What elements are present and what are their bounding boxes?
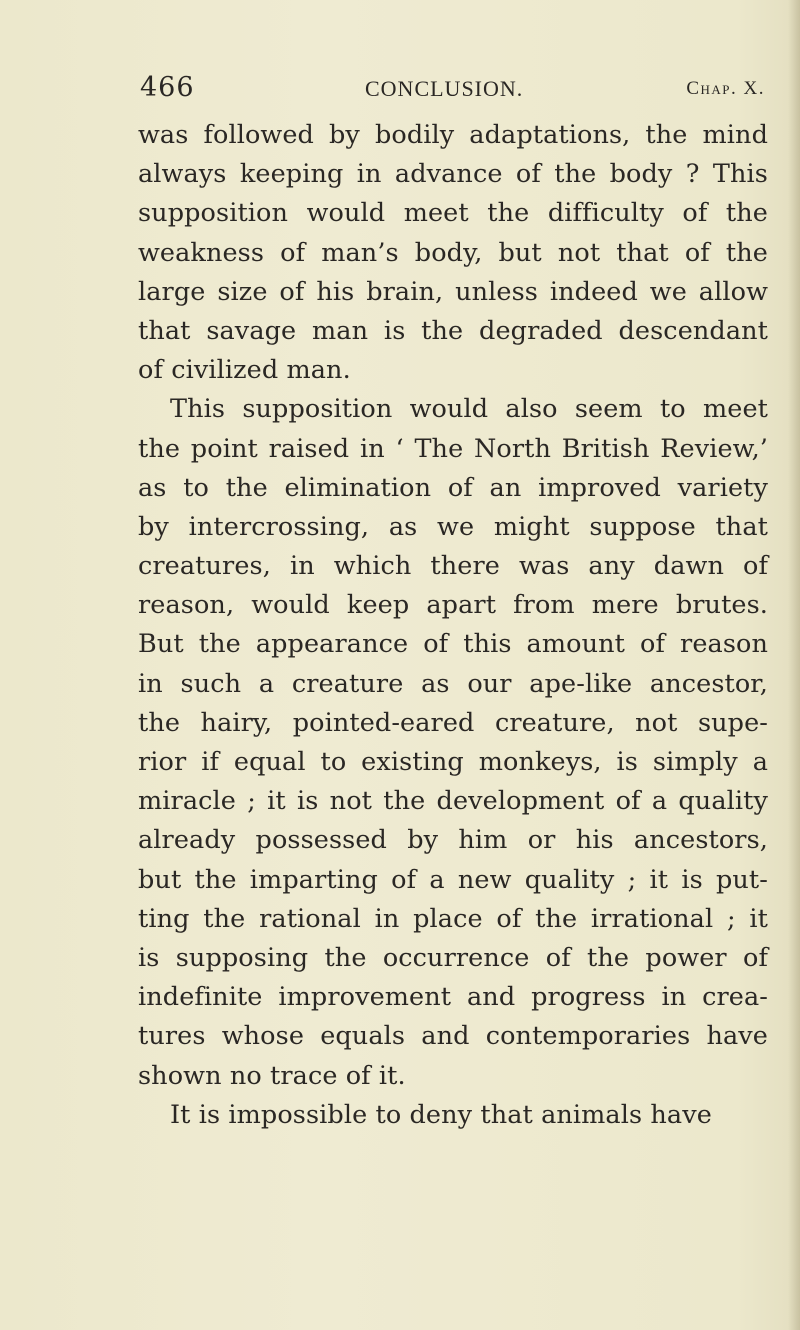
text-line: tures whose equals and contemporaries have <box>138 1021 768 1052</box>
text-line: shown no trace of it. <box>138 1060 406 1091</box>
text-line: the hairy, pointed-eared creature, not supe- <box>138 707 768 738</box>
text-line: always keeping in advance of the body ? This <box>138 159 768 190</box>
text-line: reason, would keep apart from mere brutes. <box>138 590 768 621</box>
text-line: rior if equal to existing monkeys, is simply a <box>138 747 768 777</box>
text-line: miracle ; it is not the development of a quality <box>138 786 768 817</box>
text-line: ting the rational in place of the irrational ; it <box>138 903 768 934</box>
text-line: is supposing the occurrence of the power of <box>138 942 768 973</box>
text-line: weakness of man’s body, but not that of the <box>138 237 768 268</box>
text-line: creatures, in which there was any dawn of <box>138 551 768 582</box>
body-text <box>138 116 768 1135</box>
text-line: of civilized man. <box>138 355 351 386</box>
page-header <box>140 72 765 112</box>
page-number: 466 <box>140 72 195 103</box>
text-line: that savage man is the degraded descendant <box>138 315 768 346</box>
running-head: CONCLUSION. <box>365 76 524 101</box>
paragraph-start-line: It is impossible to deny that animals have <box>170 1099 712 1130</box>
text-line: supposition would meet the difficulty of the <box>138 198 768 229</box>
text-line: as to the elimination of an improved variety <box>138 472 768 503</box>
text-line: but the imparting of a new quality ; it is put- <box>138 864 768 895</box>
text-line: indefinite improvement and progress in crea- <box>138 982 768 1013</box>
text-line: already possessed by him or his ancestors, <box>138 825 768 856</box>
text-line: large size of his brain, unless indeed we allow <box>138 276 768 307</box>
text-line: But the appearance of this amount of reason <box>138 629 768 660</box>
chapter-reference: Chap. X. <box>686 78 765 99</box>
text-line: the point raised in ‘ The North British Review,’ <box>138 433 768 464</box>
text-line: by intercrossing, as we might suppose that <box>138 511 768 542</box>
text-line: in such a creature as our ape-like ancestor, <box>138 668 768 699</box>
page-edge-shadow <box>788 0 800 1330</box>
paragraph-start-line: This supposition would also seem to meet <box>170 394 768 425</box>
text-line: was followed by bodily adaptations, the mind <box>138 120 768 150</box>
